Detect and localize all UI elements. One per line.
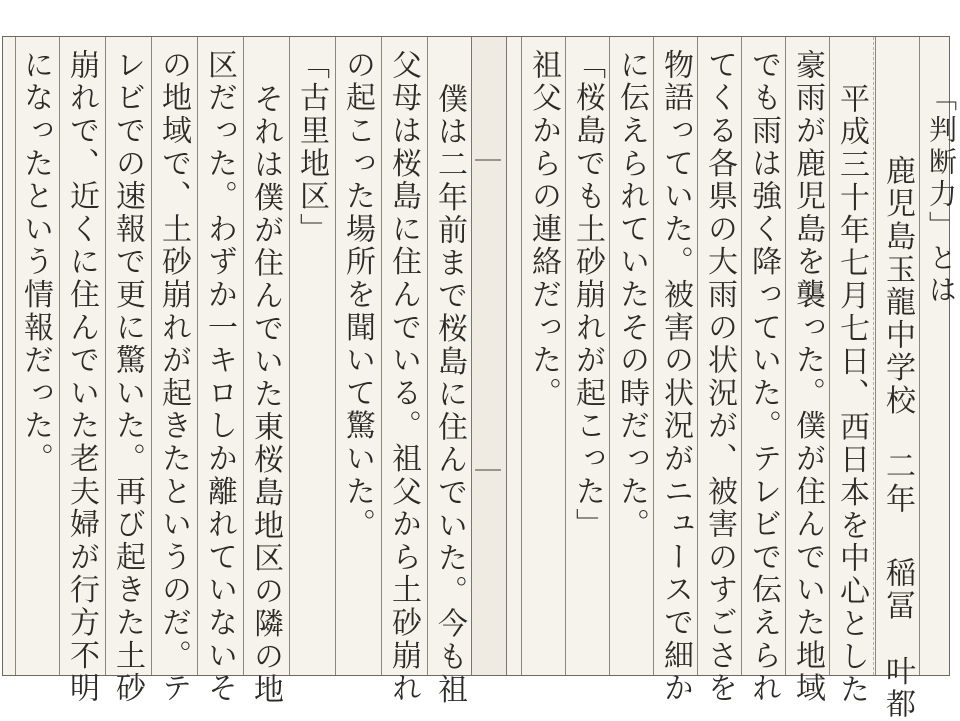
column-rule [289,37,290,675]
essay-line: の地域で、土砂崩れが起きたというのだ。テ [156,49,191,705]
column-rule [919,37,920,675]
column-rule [427,37,428,675]
essay-line: 豪雨が鹿児島を襲った。僕が住んでいた地域 [790,49,825,705]
column-rule [609,37,610,675]
column-rule [15,37,16,675]
essay-line: 崩れで、近くに住んでいた老夫婦が行方不明 [64,49,99,705]
essay-line: でも雨は強く降っていた。テレビで伝えられ [746,49,781,705]
essay-line: 「古里地区」 [294,49,329,246]
essay-line: に伝えられていたその時だった。 [614,49,649,541]
essay-title: 「判断力」とは [925,83,958,307]
essay-line: 祖父からの連絡だった。 [526,49,561,410]
essay-line: 僕は二年前まで桜島に住んでいた。今も祖 [432,83,467,707]
column-rule [59,37,60,675]
essay-line: 区だった。わずか一キロしか離れていないそ [202,49,237,705]
essay-line: 「桜島でも土砂崩れが起こった」 [570,49,605,541]
column-rule [197,37,198,675]
essay-line: 平成三十年七月七日、西日本を中心とした [834,83,869,707]
column-rule [521,37,522,675]
column-rule [785,37,786,675]
column-rule [829,37,830,675]
column-rule [565,37,566,675]
column-rule [335,37,336,675]
essay-line: レビでの速報で更に驚いた。再び起きた土砂 [110,49,145,705]
essay-line: 父母は桜島に住んでいる。祖父から土砂崩れ [386,49,421,705]
column-rule [875,37,876,675]
column-rule [697,37,698,675]
page-gutter [471,37,507,675]
school-line: 鹿児島玉龍中学校 二年 [880,155,915,516]
essay-line: 物語っていた。被害の状況がニュースで細か [658,49,693,705]
column-rule [243,37,244,675]
essay-line: の起こった場所を聞いて驚いた。 [340,49,375,541]
column-rule [873,37,874,675]
gutter-mark [475,469,501,471]
essay-line: てくる各県の大雨の状況が、被害のすごさを [702,49,737,705]
author-name: 稲冨 叶都 [880,557,915,721]
column-rule [151,37,152,675]
column-rule [653,37,654,675]
column-rule [381,37,382,675]
essay-line: それは僕が住んでいた東桜島地区の隣の地 [248,83,283,707]
column-rule [741,37,742,675]
gutter-mark [475,159,501,161]
column-rule [105,37,106,675]
manuscript-sheet [2,36,958,721]
essay-line: になったという情報だった。 [18,49,53,476]
